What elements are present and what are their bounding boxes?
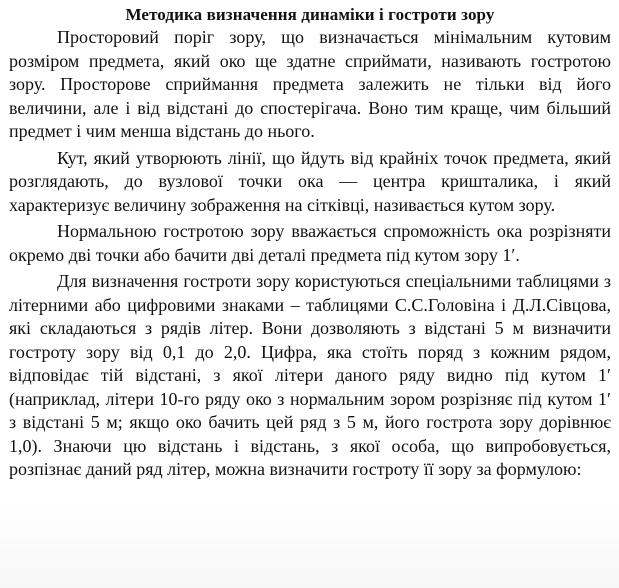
paragraph-acuity-tables: Для визначення гостроти зору користуються спеціальними таблицями з літерними або цифровими знаками – таблицями С.С.Головіна і Д.Л.Сівцова, які складаються з рядів літер. Вони дозволяють з відстані 5 м визначити гостроту зору від 0,1 до 2,0. Цифра, яка стоїть поряд з кожним рядом, відповідає тій відстані, з якої літери даного ряду видно під кутом 1′ (наприклад, літери 10-го ряду око з нормальним зором розрізняє під кутом 1′ з відстані 5 м; якщо око бачить цей ряд з 5 м, його гострота зору дорівнює 1,0). Знаючи цю відстань і відстань, з якої особа, що випробовується, розпізнає даний ряд літер, можна визначити гостроту її зору за формулою: [9, 271, 611, 479]
paragraph-normal-acuity: Нормальною гостротою зору вважається спроможність ока розрізняти окремо дві точки або бачити дві деталі предмета під кутом зору 1′. [9, 221, 611, 265]
paragraph-spatial-threshold: Просторовий поріг зору, що визначається мінімальним кутовим розміром предмета, який око ще здатне сприймати, називають гостротою зору. Просторове сприймання предмета залежить не тільки від його величини, але і від відстані до спостерігача. Воно тим краще, чим більший предмет і чим менша відстань до нього. [9, 27, 611, 141]
section-title: Методика визначення динаміки і гостроти зору [125, 5, 495, 24]
paragraph-angle-of-view: Кут, який утворюють лінії, що йдуть від крайніх точок предмета, який розглядають, до вузлової точки ока — центра кришталика, і який характеризує величину зображення на сітківці, називається кутом зору. [9, 147, 611, 215]
